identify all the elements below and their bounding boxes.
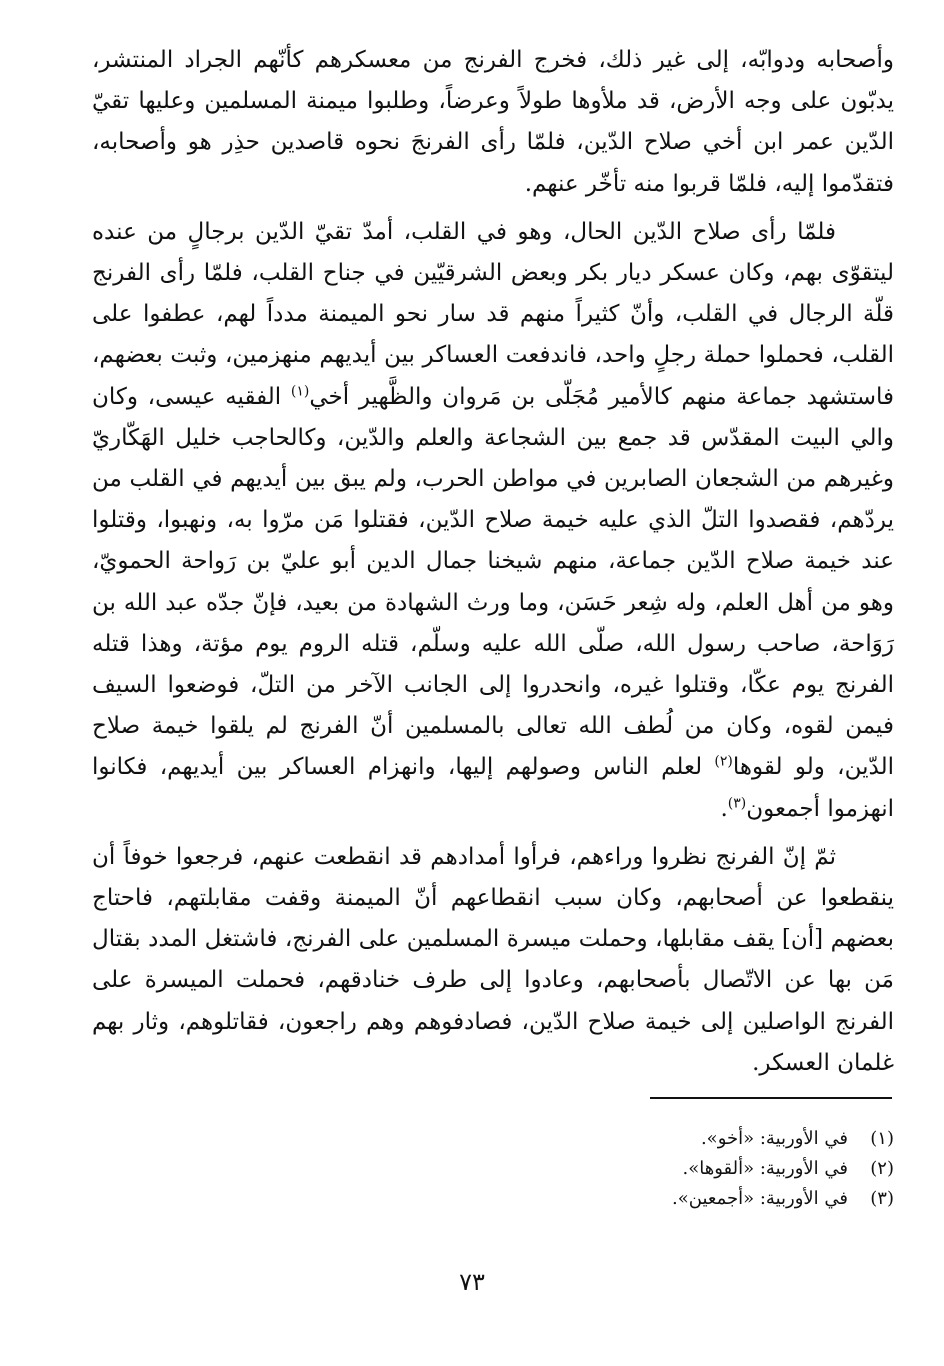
footnote-number: (١) <box>870 1128 894 1149</box>
footnote-ref-2: (٢) <box>714 753 733 770</box>
footnote-ref-1: (١) <box>290 382 310 399</box>
footnote-2 <box>594 1154 894 1184</box>
footnote-number: (٢) <box>870 1158 894 1179</box>
footnote-3 <box>594 1184 894 1214</box>
main-text <box>92 40 894 1084</box>
footnote-number: (٣) <box>870 1188 894 1209</box>
footnote-text: في الأوربية: «أخو». <box>700 1128 848 1149</box>
paragraph-text: ثمّ إنّ الفرنج نظروا وراءهم، فرأوا أمدادهم قد انقطعت عنهم، فرجعوا خوفاً أن ينقطعوا عن أصحابهم، وكان سبب انقطاعهم أنّ الميمنة وقفت مقابلتهم، فاحتاج بعضهم [أن] يقف مقابلها، وحملت ميسرة المسلمين على الفرنج، فاشتغل المدد بقتال مَن بها عن الاتّصال بأصحابهم، وعادوا إلى طرف خنادقهم، فحملت الميسرة على الفرنج الواصلين إلى خيمة صلاح الدّين، فصادفوهم وهم راجعون، فقاتلوهم، وثار بهم غلمان العسكر. <box>92 843 894 1076</box>
footnotes <box>594 1124 894 1214</box>
paragraph-text: . <box>720 795 728 822</box>
footnote-1 <box>594 1124 894 1154</box>
paragraph-text: فلمّا رأى صلاح الدّين الحال، وهو في القلب، أمدّ تقيّ الدّين برجالٍ من عنده ليتقوّى بهم، وكان عسكر ديار بكر وبعض الشرقيّين في جناح القلب، فلمّا رأى الفرنج قلّة الرجال في القلب، وأنّ كثيراً منهم قد سار نحو الميمنة مدداً لهم، عطفوا على القلب، فحملوا حملة رجلٍ واحد، فاندفعت العساكر بين أيديهم منهزمين، وثبت بعضهم، فاستشهد جماعة منهم كالأمير مُجَلّى بن مَروان والظَّهير أخي <box>92 218 895 410</box>
paragraph-3 <box>92 837 894 1084</box>
footnote-ref-3: (٣) <box>727 795 747 811</box>
page-number: ٧٣ <box>459 1268 485 1296</box>
paragraph-text: وأصحابه ودوابّه، إلى غير ذلك، فخرج الفرنج من معسكرهم كأنّهم الجراد المنتشر، يدبّون على وجه الأرض، قد ملأوها طولاً وعرضاً، وطلبوا ميمنة المسلمين وعليها تقيّ الدّين عمر ابن أخي صلاح الدّين، فلمّا رأى الفرنجَ نحوه قاصدين حذِر هو وأصحابه، فتقدّموا إليه، فلمّا قربوا منه تأخّر عنهم. <box>92 47 894 197</box>
footnote-text: في الأوربية: «ألقوها». <box>682 1158 848 1179</box>
paragraph-2 <box>92 212 894 830</box>
paragraph-text: الفقيه عيسى، وكان والي البيت المقدّس قد جمع بين الشجاعة والعلم والدّين، وكالحاجب خليل الهَكّاريّ وغيرهم من الشجعان الصابرين في مواطن الحرب، ولم يبق بين أيديهم في القلب من يردّهم، فقصدوا التلّ الذي عليه خيمة صلاح الدّين، فقتلوا مَن مرّوا به، ونهبوا، وقتلوا عند خيمة صلاح الدّين جماعة، منهم شيخنا جمال الدين أبو عليّ بن رَواحة الحمويّ، وهو من أهل العلم، وله شِعر حَسَن، وما ورث الشهادة من بعيد، فإنّ جدّه عبد الله بن رَوَاحة، صاحب رسول الله، صلّى الله عليه وسلّم، قتله الروم يوم مؤتة، وهذا قتله الفرنج يوم عكّا، وقتلوا غيره، وانحدروا إلى الجانب الآخر من التلّ، فوضعوا السيف فيمن لقوه، وكان من لُطف الله تعالى بالمسلمين أنّ الفرنج لم يلقوا خيمة صلاح الدّين، ولو لقوها <box>92 383 894 781</box>
footnote-text: في الأوربية: «أجمعين». <box>672 1188 848 1209</box>
paragraph-text: لعلم الناس وصولهم إليها، وانهزام العساكر بين أيديهم، فكانوا انهزموا أجمعون <box>92 754 894 822</box>
footnote-divider <box>650 1097 892 1099</box>
paragraph-1 <box>92 40 894 205</box>
